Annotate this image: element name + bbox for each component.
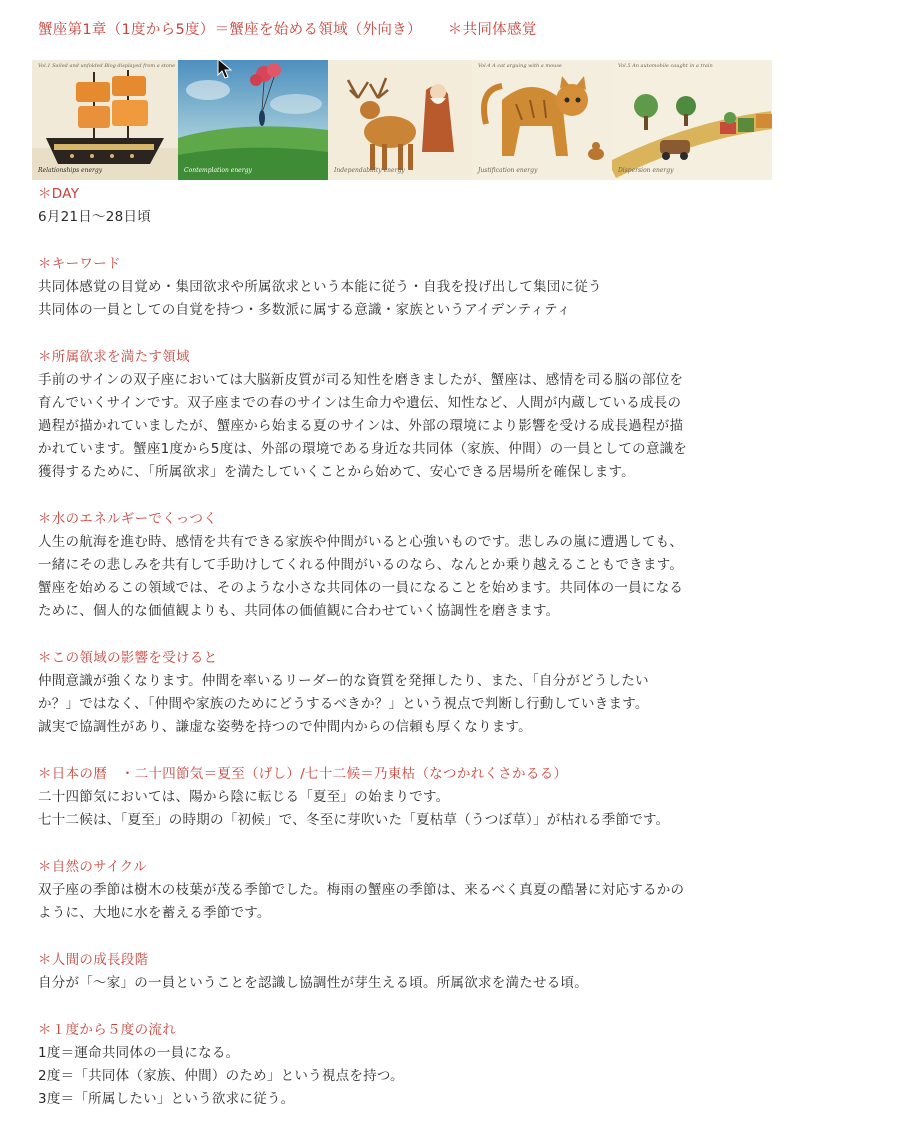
section-text: 蟹座を始めるこの領域では、そのような小さな共同体の一員になることを始めます。共同体の一員になる — [38, 580, 684, 596]
panel-4-caption: Justification energy — [478, 167, 538, 174]
section-text: 人生の航海を進む時、感情を共有できる家族や仲間がいると心強いものです。悲しみの嵐に遭遇しても、 — [38, 534, 684, 550]
section-heading: ＊所属欲求を満たす領域 — [38, 349, 190, 365]
section-calendar — [38, 763, 778, 832]
train-illustration — [612, 60, 772, 180]
section-text: 3度＝「所属したい」という欲求に従う。 — [38, 1091, 295, 1107]
section-text: 手前のサインの双子座においては大脳新皮質が司る知性を磨きましたが、蟹座は、感情を司る脳の部位を — [38, 372, 684, 388]
section-text: 1度＝運命共同体の一員になる。 — [38, 1045, 240, 1061]
cat-illustration — [472, 60, 612, 180]
section-text: 6月21日〜28日頃 — [38, 209, 151, 225]
ship-illustration — [32, 60, 178, 180]
section-heading: ＊日本の暦 ・二十四節気＝夏至（げし）/七十二候＝乃東枯（なつかれくさかるる） — [38, 766, 568, 782]
section-text: 育んでいくサインです。双子座までの春のサインは生命力や遺伝、知性など、人間が内蔵している成長の — [38, 395, 682, 411]
mouse-cursor-icon — [217, 58, 233, 80]
section-text: 自分が「〜家」の一員ということを認識し協調性が芽生える頃。所属欲求を満たせる頃。 — [38, 975, 588, 991]
section-influence — [38, 647, 778, 739]
section-text: 誠実で協調性があり、謙虚な姿勢を持つので仲間内からの信頼も厚くなります。 — [38, 719, 532, 735]
panel-3-caption: Independability energy — [334, 167, 405, 174]
section-text: 二十四節気においては、陽から陰に転じる「夏至」の始まりです。 — [38, 789, 450, 805]
section-text: 2度＝「共同体（家族、仲間）のため」という視点を持つ。 — [38, 1068, 404, 1084]
section-heading: ＊水のエネルギーでくっつく — [38, 511, 218, 527]
panel-1-top-text: Vol.1 Sailed and unfolded Blog displayed from a stone — [38, 63, 176, 69]
section-flow — [38, 1019, 778, 1111]
panel-5-top-text: Vol.5 An automobile caught in a train — [618, 63, 713, 69]
section-text: 一緒にその悲しみを共有して手助けしてくれる仲間がいるのなら、なんとか乗り越えることもできます。 — [38, 557, 684, 573]
section-text: 仲間意識が強くなります。仲間を率いるリーダー的な資質を発揮したり、また、「自分がどうしたい — [38, 673, 649, 689]
section-text: か？」ではなく、「仲間や家族のためにどうするべきか？」という視点で判断し行動していきます。 — [38, 696, 649, 712]
section-nature-cycle — [38, 856, 778, 925]
balloon-illustration — [178, 60, 328, 180]
banner-panel-cat — [472, 60, 612, 180]
section-heading: ＊DAY — [38, 186, 80, 202]
panel-5-caption: Dispersion energy — [618, 167, 674, 174]
banner-panel-train — [612, 60, 772, 180]
section-heading: ＊人間の成長段階 — [38, 952, 149, 968]
section-text: 共同体の一員としての自覚を持つ・多数派に属する意識・家族というアイデンティティ — [38, 302, 571, 318]
section-heading: ＊自然のサイクル — [38, 859, 147, 875]
section-text: 共同体感覚の目覚め・集団欲求や所属欲求という本能に従う・自我を投げ出して集団に従う — [38, 279, 602, 295]
section-text: 七十二候は、「夏至」の時期の「初候」で、冬至に芽吹いた「夏枯草（うつぼ草）」が枯れる季節です。 — [38, 812, 670, 828]
section-text: 過程が描かれていましたが、蟹座から始まる夏のサインは、外部の環境により影響を受ける成長過程が描 — [38, 418, 684, 434]
panel-4-top-text: Vol.4 A cat arguing with a mouse — [478, 63, 562, 69]
section-text: かれています。蟹座1度から5度は、外部の環境である身近な共同体（家族、仲間）の一員としての意識を — [38, 441, 688, 457]
section-keywords — [38, 253, 778, 322]
panel-2-caption: Contemplation energy — [184, 167, 252, 174]
banner-panel-ship — [32, 60, 178, 180]
section-growth-stage — [38, 949, 778, 995]
section-text: ように、大地に水を蓄える季節です。 — [38, 905, 271, 921]
section-text: 双子座の季節は樹木の枝葉が茂る季節でした。梅雨の蟹座の季節は、来るべく真夏の酷暑に対応するかの — [38, 882, 685, 898]
section-day — [38, 183, 778, 229]
section-heading: ＊キーワード — [38, 256, 121, 272]
article-body — [38, 183, 778, 1135]
page-title — [38, 18, 537, 39]
section-heading: ＊１度から５度の流れ — [38, 1022, 176, 1038]
banner-image — [32, 60, 772, 180]
section-water-energy — [38, 508, 778, 623]
panel-1-caption: Relationships energy — [38, 167, 103, 174]
section-belonging — [38, 346, 778, 484]
reindeer-illustration — [328, 60, 472, 180]
section-heading: ＊この領域の影響を受けると — [38, 650, 218, 666]
banner-panel-balloon — [178, 60, 328, 180]
page-title-main: 蟹座第1章（1度から5度）＝蟹座を始める領域（外向き） — [38, 22, 422, 38]
section-text: ために、個人的な価値観よりも、共同体の価値観に合わせていく協調性を磨きます。 — [38, 603, 560, 619]
section-text: 獲得するために、「所属欲求」を満たしていくことから始めて、安心できる居場所を確保します。 — [38, 464, 635, 480]
banner-panel-reindeer — [328, 60, 472, 180]
page-title-tag: ＊共同体感覚 — [447, 22, 537, 38]
